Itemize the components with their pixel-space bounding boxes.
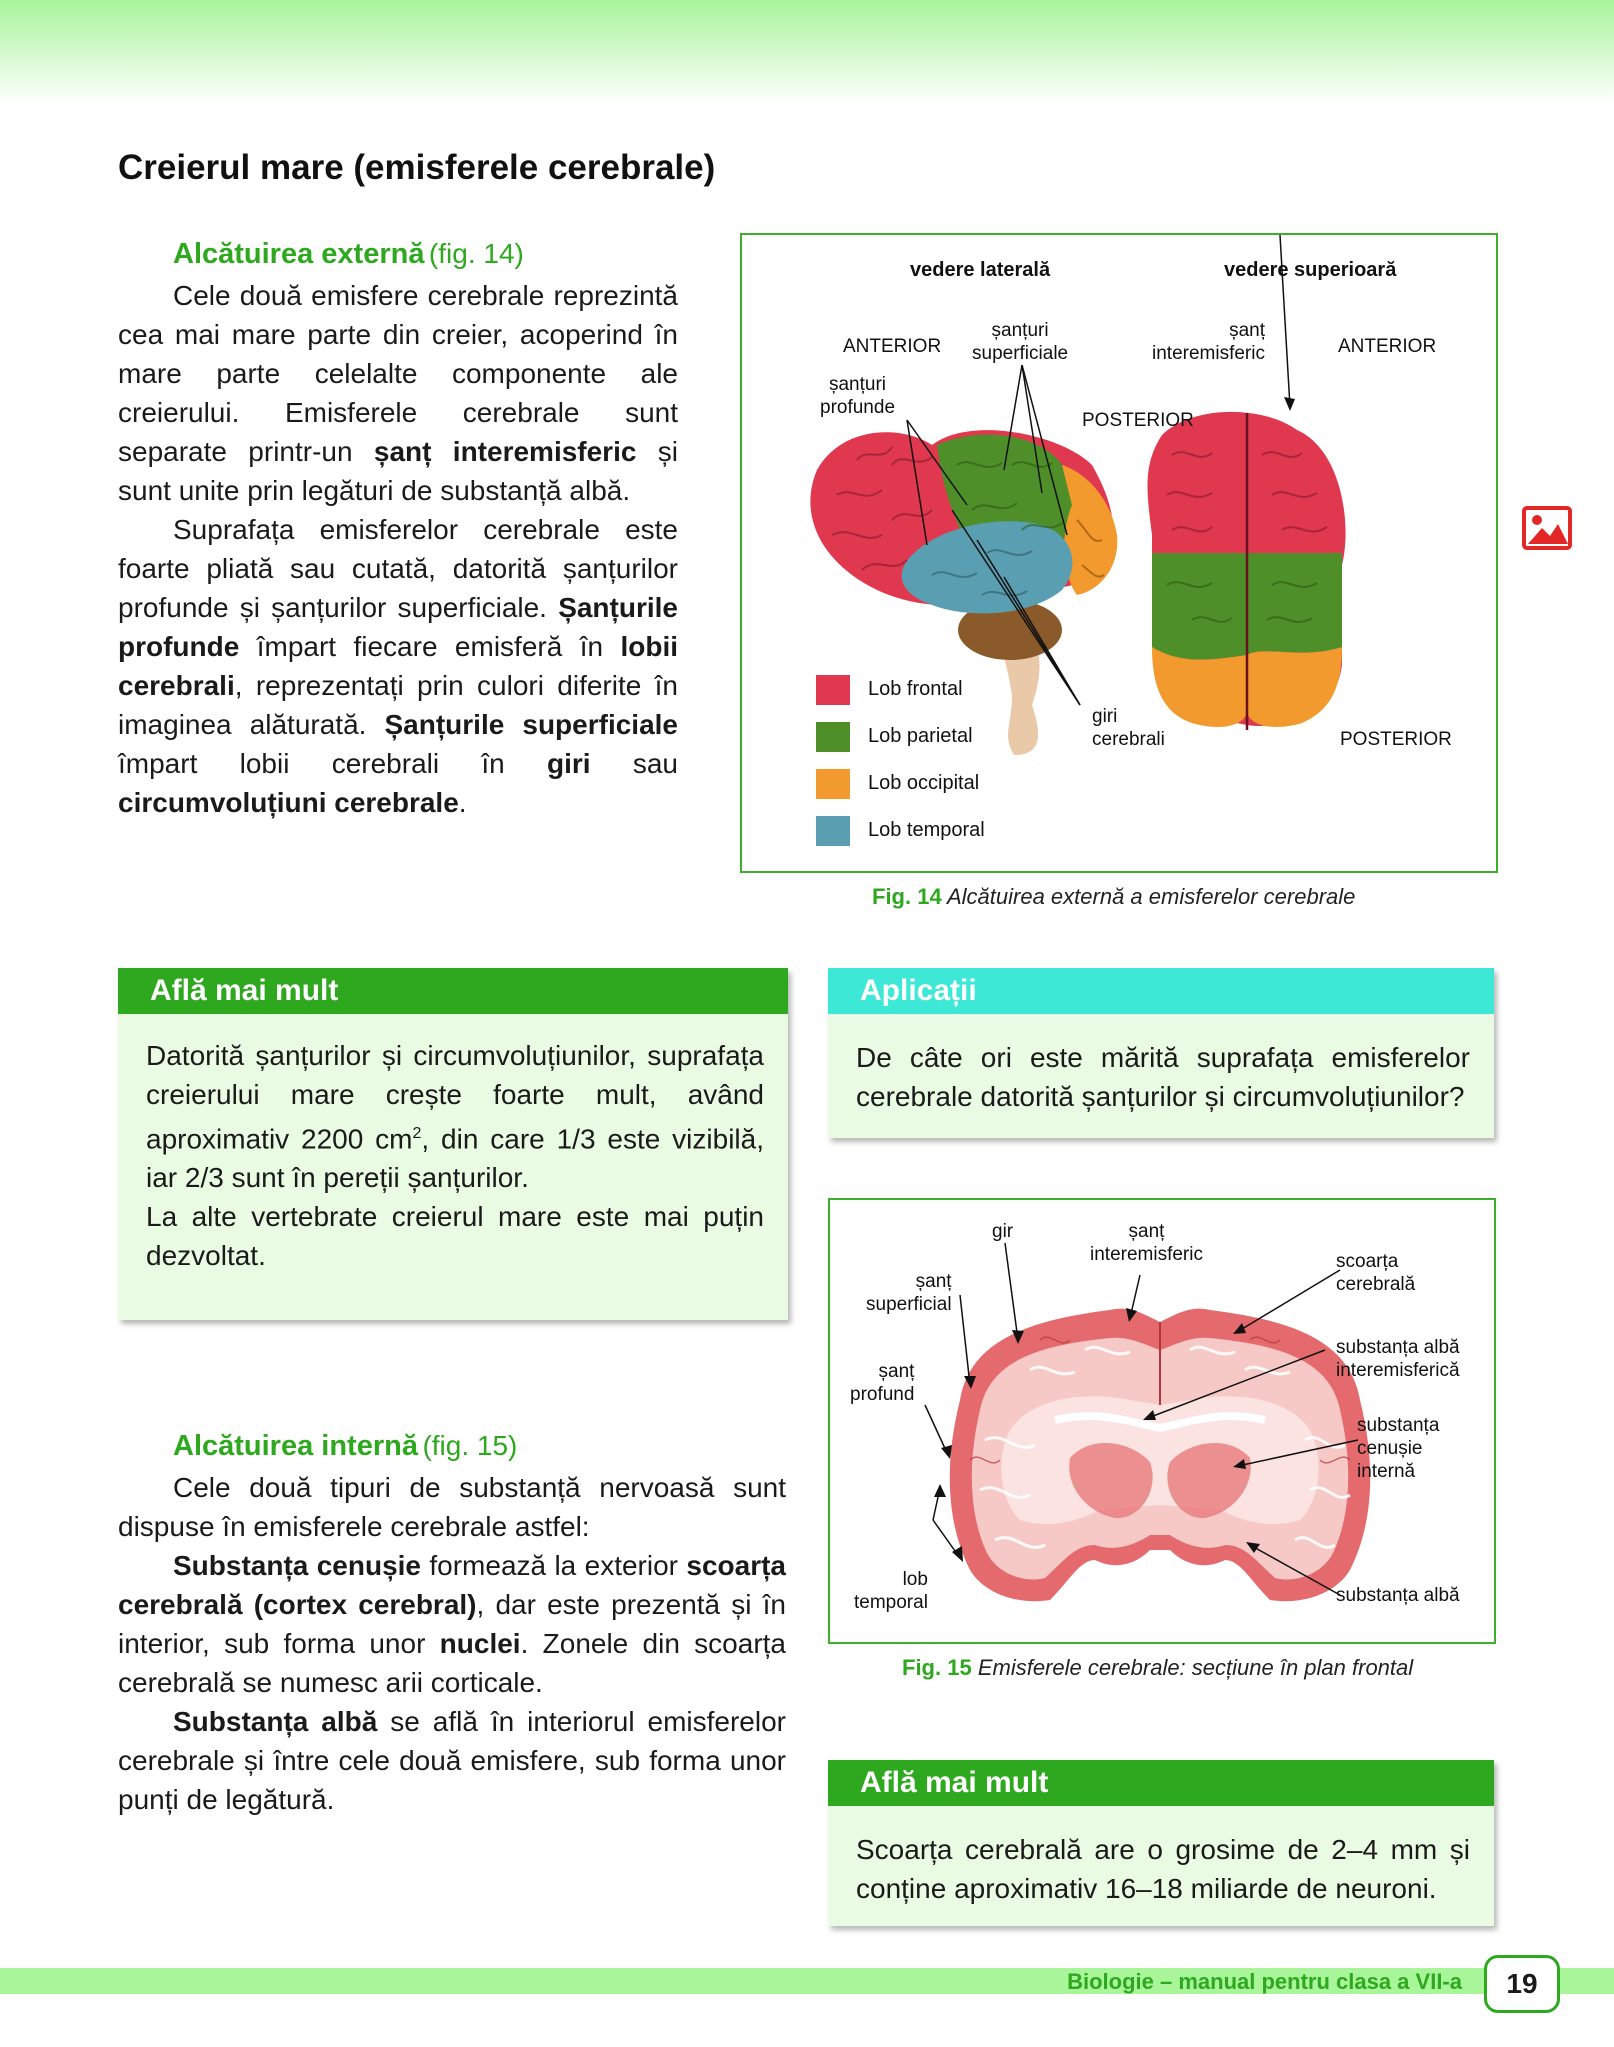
afla-mai-mult-box-2 [828, 1760, 1494, 1926]
text-run: și sunt unite prin legături de substanță albă. [118, 436, 678, 506]
legend-swatch [816, 722, 850, 752]
external-paragraph-2 [118, 510, 678, 822]
legend-label: Lob temporal [868, 819, 985, 841]
posterior-left-label: POSTERIOR [1082, 410, 1194, 431]
figure-15 [828, 1198, 1496, 1644]
aplicatii-box [828, 968, 1494, 1138]
text-run: împart fiecare emisferă în [239, 631, 621, 662]
sant-superficial-label: șanț superficial [866, 1271, 952, 1315]
external-text [118, 276, 678, 822]
superior-view-title: vedere superioară [1224, 259, 1397, 281]
image-icon[interactable] [1522, 506, 1572, 550]
substanta-alba-inter-label: substanța albă interemisferică [1336, 1337, 1460, 1381]
bold-term: lobii cerebrali [118, 631, 678, 701]
afla-mai-mult-box-1 [118, 968, 788, 1320]
bold-term: Șanțurile profunde [118, 592, 678, 662]
legend-swatch [816, 675, 850, 705]
anterior-right-label: ANTERIOR [1338, 336, 1437, 357]
afla-mai-mult-paragraph-2: La alte vertebrate creierul mare este mai puțin dezvoltat. [146, 1201, 764, 1272]
text-run: împart lobii cerebrali în [118, 748, 547, 779]
afla-mai-mult-heading-1: Află mai mult [118, 968, 788, 1014]
internal-paragraph-1 [118, 1468, 786, 1546]
bold-term: Substanța albă [173, 1706, 378, 1737]
brain-external-svg [742, 235, 1496, 871]
afla-mai-mult-heading-2: Află mai mult [828, 1760, 1494, 1806]
figure-14-caption [872, 884, 1355, 910]
internal-paragraph-2 [118, 1546, 786, 1702]
gir-label: gir [992, 1221, 1014, 1242]
legend-label: Lob parietal [868, 725, 973, 747]
lob-temporal-label: lob temporal [854, 1569, 928, 1613]
internal-heading-text: Alcătuirea internă [173, 1430, 418, 1462]
text-run: , dar este prezentă și în interior, sub forma unor [118, 1589, 787, 1659]
text-run: Cele două emisfere cerebrale reprezintă cea mai mare parte din creier, acoperind în mare parte celelalte componente ale creierului. Emisferele cerebrale sunt separate printr-un [118, 280, 678, 467]
bold-term: Substanța cenușie [173, 1550, 421, 1581]
text-run: . [458, 787, 467, 818]
external-heading [173, 238, 524, 271]
bold-term: Șanțurile superficiale [384, 709, 678, 740]
text-run: Suprafața emisferelor cerebrale este foarte pliată sau cutată, datorită șanțurilor profunde și șanțurilor superficiale. [118, 514, 678, 623]
aplicatii-text: De câte ori este mărită suprafața emisferelor cerebrale datorită șanțurilor și circumvoluțiunilor? [856, 1042, 1470, 1112]
legend-swatch [816, 816, 850, 846]
afla-mai-mult-paragraph-1: Datorită șanțurilor și circumvoluțiunilor, suprafața creierului mare crește foarte mult, având aproximativ 2200 $cm^2$, din care 1/3 este vizibilă, iar 2/3 sunt în pereții șanțurilor. [146, 1040, 764, 1194]
bold-term: circumvoluțiuni cerebrale [118, 787, 459, 818]
page-title: Creierul mare (emisferele cerebrale) [118, 148, 716, 187]
text-run: formează la exterior [421, 1550, 687, 1581]
anterior-left-label: ANTERIOR [843, 336, 942, 357]
bold-term: giri [547, 748, 591, 779]
text-run: Cele două tipuri de substanță nervoasă sunt dispuse în emisferele cerebrale astfel: [118, 1472, 786, 1542]
aplicatii-heading: Aplicații [828, 968, 1494, 1014]
figure-14-caption-number: Fig. 14 [872, 884, 942, 909]
figure-15-caption [902, 1655, 1413, 1681]
internal-paragraph-3 [118, 1702, 786, 1819]
internal-heading [173, 1430, 517, 1463]
santuri-superficiale-label: șanțuri superficiale [972, 320, 1069, 364]
posterior-right-label: POSTERIOR [1340, 729, 1452, 750]
figure-15-caption-text: Emisferele cerebrale: secțiune în plan frontal [977, 1655, 1414, 1680]
text-run: se află în interiorul emisferelor cerebrale și între cele două emisfere, sub forma unor punți de legătură. [118, 1706, 786, 1815]
legend-label: Lob occipital [868, 772, 980, 794]
superior-brain [1148, 412, 1346, 730]
substanta-alba-label: substanța albă [1336, 1585, 1460, 1606]
lateral-view-title: vedere laterală [910, 259, 1051, 281]
santuri-profunde-label: șanțuri profunde [820, 374, 896, 418]
afla-mai-mult-body-1 [118, 1014, 788, 1275]
internal-fig-ref: (fig. 15) [422, 1430, 518, 1461]
substanta-cenusie-label: substanța cenușie internă [1357, 1415, 1440, 1482]
lateral-brain [810, 430, 1117, 755]
sant-profund-label: șanț profund [850, 1361, 915, 1405]
top-band [0, 0, 1614, 105]
legend-label: Lob frontal [868, 678, 963, 700]
legend-swatch [816, 769, 850, 799]
scoarta-label: scoarța cerebrală [1336, 1251, 1416, 1295]
afla-mai-mult-text-2: Scoarța cerebrală are o grosime de 2–4 mm și conține aproximativ 16–18 miliarde de neuroni. [856, 1834, 1470, 1904]
sant-interemisferic-section-label: șanț interemisferic [1090, 1221, 1203, 1265]
figure-15-caption-number: Fig. 15 [902, 1655, 972, 1680]
external-heading-text: Alcătuirea externă [173, 238, 425, 270]
external-fig-ref: (fig. 14) [428, 238, 524, 269]
page-number: 19 [1484, 1955, 1560, 2013]
footer-book-title: Biologie – manual pentru clasa a VII-a [1067, 1969, 1462, 1994]
internal-text [118, 1468, 786, 1819]
image-icon-svg [1522, 506, 1572, 550]
bold-term: scoarța cerebrală (cortex cerebral) [118, 1550, 786, 1620]
giri-label: giri cerebrali [1092, 706, 1165, 750]
figure-14 [740, 233, 1498, 873]
external-paragraph-1 [118, 276, 678, 510]
text-run: , reprezentați prin culori diferite în imaginea alăturată. [118, 670, 678, 740]
text-run: sau [590, 748, 678, 779]
figure-14-caption-text: Alcătuirea externă a emisferelor cerebrale [946, 884, 1356, 909]
bold-term: nuclei [439, 1628, 521, 1659]
sant-interemisferic-label: șanț interemisferic [1152, 320, 1265, 364]
bold-term: șanț interemisferic [373, 436, 637, 467]
text-run: . Zonele din scoarța cerebrală se numesc arii corticale. [118, 1628, 786, 1698]
